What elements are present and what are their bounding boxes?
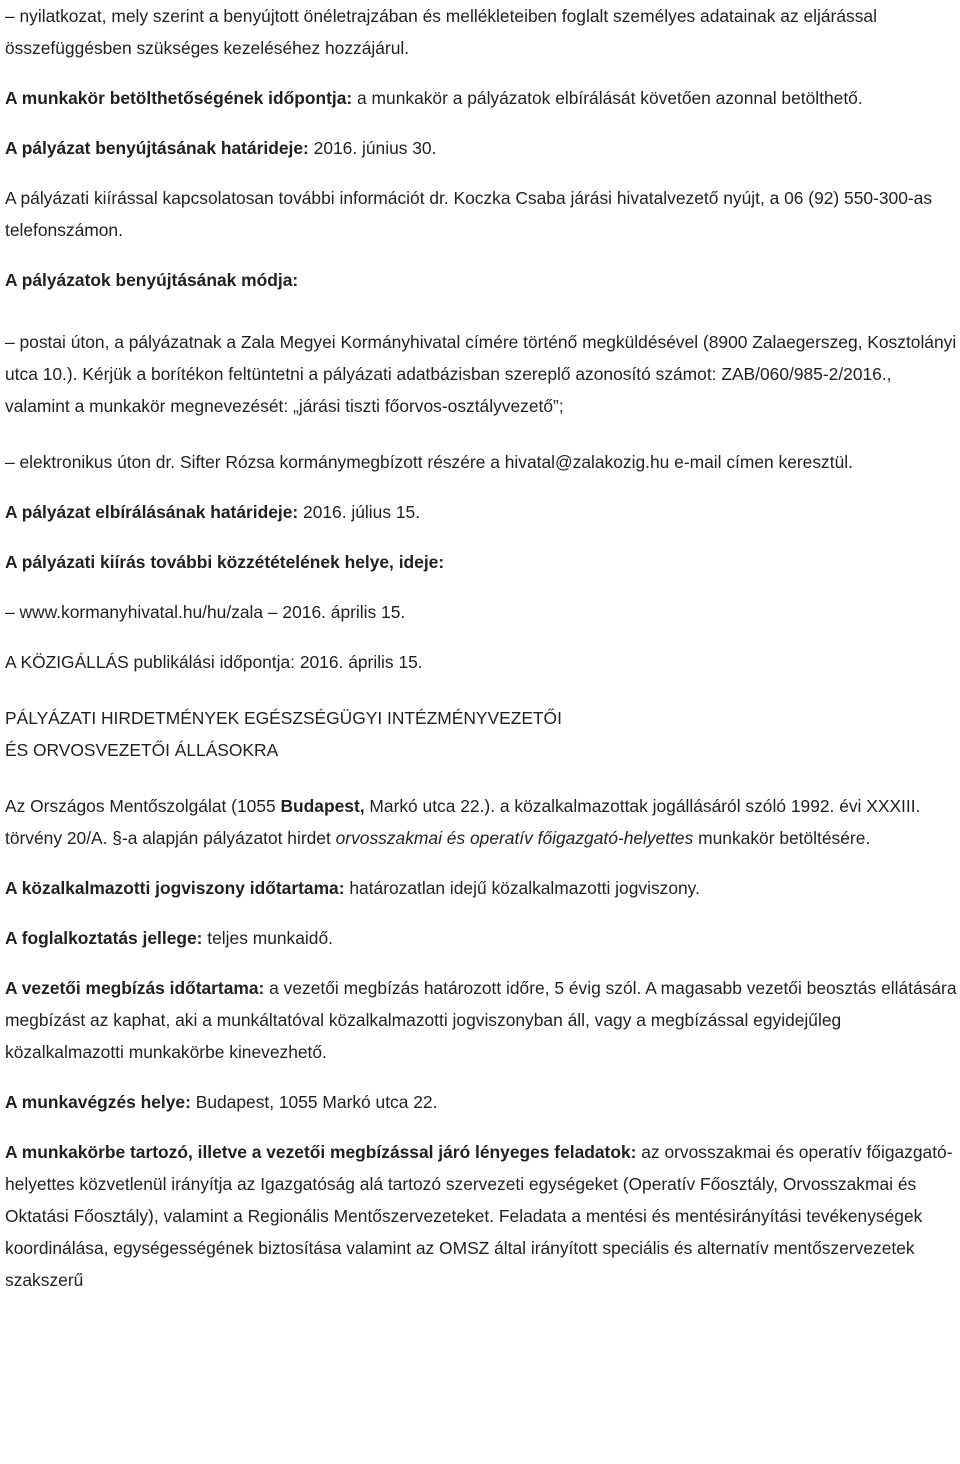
intro-part-a: Az Országos Mentőszolgálat (1055: [5, 796, 281, 816]
section-heading: [5, 702, 958, 766]
intro-part-c: Markó utca 22.). a közalkalmazottak jogállásáról szóló 1992. évi XXXIII. törvény 20/A. §-a alapján pályázatot hirdet: [5, 796, 921, 848]
section-heading-line-2: ÉS ORVOSVEZETŐI ÁLLÁSOKRA: [5, 740, 279, 760]
declaration-item: – nyilatkozat, mely szerint a benyújtott önéletrajzában és mellékleteiben foglalt személyes adatainak az eljárással összefüggésben szükséges kezeléséhez hozzájárul.: [5, 6, 877, 58]
electronic-submission-item: – elektronikus úton dr. Sifter Rózsa kormánymegbízott részére a hivatal@zalakozig.hu e-mail címen keresztül.: [5, 452, 853, 472]
publication-place-heading: A pályázati kiírás további közzétételének helye, ideje:: [5, 552, 445, 572]
evaluation-deadline-paragraph: [5, 496, 958, 528]
employment-type-label: A foglalkoztatás jellege:: [5, 928, 203, 948]
workplace-text: Budapest, 1055 Markó utca 22.: [190, 1092, 438, 1112]
intro-city: Budapest,: [280, 796, 365, 816]
info-contact-paragraph: A pályázati kiírással kapcsolatosan további információt dr. Koczka Csaba járási hivatalvezető nyújt, a 06 (92) 550-300-as telefonszámon.: [5, 188, 933, 240]
duties-text: az orvosszakmai és operatív főigazgató-helyettes közvetlenül irányítja az Igazgatóság alá tartozó szervezeti egységeket (Operatív Főosztály, Orvosszakmai és Oktatási Főosztály), valamint a Regionális Mentőszervezeteket. Feladata a mentési és mentésirányítási tevékenységek koordinálása, egységességének biztosítása valamint az OMSZ által irányított speciális és alternatív mentőszervezetek szakszerű: [5, 1142, 953, 1290]
assignment-duration-paragraph: [5, 972, 958, 1068]
submission-method-heading: A pályázatok benyújtásának módja:: [5, 270, 299, 290]
kozigallas-publication-date: A KÖZIGÁLLÁS publikálási időpontja: 2016. április 15.: [5, 652, 423, 672]
start-date-label: A munkakör betölthetőségének időpontja:: [5, 88, 353, 108]
assignment-duration-label: A vezetői megbízás időtartama:: [5, 978, 265, 998]
postal-submission-item: – postai úton, a pályázatnak a Zala Megyei Kormányhivatal címére történő megküldésével (8900 Zalaegerszeg, Kosztolányi utca 10.). Kérjük a borítékon feltüntetni a pályázati adatbázisban szereplő azonosító számot: ZAB/060/985-2/2016., valamint a munkakör megnevezését: „járási tiszti főorvos-osztályvezető”;: [5, 332, 957, 416]
deadline-label: A pályázat benyújtásának határideje:: [5, 138, 309, 158]
workplace-paragraph: [5, 1086, 958, 1118]
section-heading-line-1: PÁLYÁZATI HIRDETMÉNYEK EGÉSZSÉGÜGYI INTÉZMÉNYVEZETŐI: [5, 708, 562, 728]
employment-duration-paragraph: [5, 872, 958, 904]
duties-paragraph: [5, 1136, 958, 1296]
employment-type-paragraph: [5, 922, 958, 954]
announcement-intro: [5, 790, 958, 854]
start-date-text: a munkakör a pályázatok elbírálását követően azonnal betölthető.: [352, 88, 863, 108]
employment-type-text: teljes munkaidő.: [202, 928, 333, 948]
duties-label: A munkakörbe tartozó, illetve a vezetői megbízással járó lényeges feladatok:: [5, 1142, 637, 1162]
publication-url-item: – www.kormanyhivatal.hu/hu/zala – 2016. április 15.: [5, 602, 406, 622]
deadline-text: 2016. június 30.: [308, 138, 437, 158]
employment-duration-label: A közalkalmazotti jogviszony időtartama:: [5, 878, 345, 898]
intro-part-e: munkakör betöltésére.: [693, 828, 871, 848]
assignment-duration-text: a vezetői megbízás határozott időre, 5 évig szól. A magasabb vezetői beosztás ellátására megbízást az kaphat, aki a munkáltatóval közalkalmazotti jogviszonyban áll, vagy a megbízással egyidejűleg közalkalmazotti munkakörbe kinevezhető.: [5, 978, 957, 1062]
start-date-paragraph: [5, 82, 958, 114]
evaluation-deadline-text: 2016. július 15.: [298, 502, 421, 522]
employment-duration-text: határozatlan idejű közalkalmazotti jogviszony.: [344, 878, 700, 898]
workplace-label: A munkavégzés helye:: [5, 1092, 191, 1112]
intro-position: orvosszakmai és operatív főigazgató-helyettes: [335, 828, 694, 848]
deadline-paragraph: [5, 132, 958, 164]
evaluation-deadline-label: A pályázat elbírálásának határideje:: [5, 502, 299, 522]
